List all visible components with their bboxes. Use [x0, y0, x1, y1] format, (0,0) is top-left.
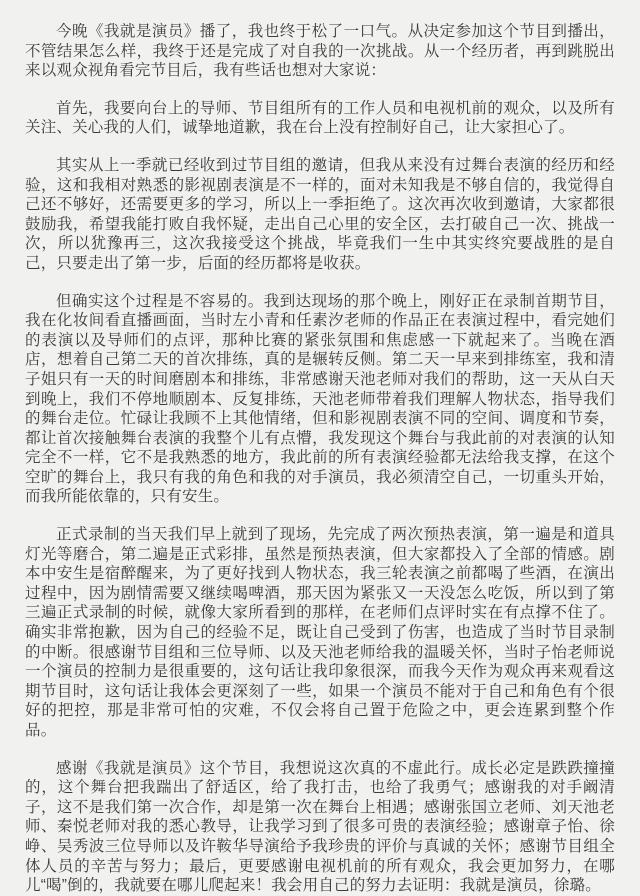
- paragraph-opening: 今晚《我就是演员》播了，我也终于松了一口气。从决定参加这个节目到播出，不管结果怎么样，我终于还是完成了对自我的一次挑战。从一个经历者，再到跳脱出来以观众视角看完节目后，我有些话也想对大家说：: [25, 23, 615, 80]
- paragraph-recording-day: 正式录制的当天我们早上就到了现场，先完成了两次预热表演，第一遍是和道具灯光等磨合，第二遍是正式彩排，虽然是预热表演，但大家都投入了全部的情感。剧本中安生是宿醉醒来，为了更好找到人物状态，我三轮表演之前都喝了些酒，在演出过程中，因为剧情需要又继续喝啤酒，那天因为紧张又一天没怎么吃饭，所以到了第三遍正式录制的时候，就像大家所看到的那样，在老师们点评时实在有点撑不住了。确实非常抱歉，因为自己的经验不足，既让自己受到了伤害，也造成了当时节目录制的中断。很感谢节目组和三位导师、以及天池老师给我的温暖关怀，当时子怡老师说一个演员的控制力是很重要的，这句话让我印象很深，而我今天作为观众再来观看这期节目时，这句话让我体会更深刻了一些，如果一个演员不能对于自己和角色有个很好的把控，那是非常可怕的灾难，不仅会将自己置于危险之中，更会连累到整个作品。: [25, 526, 615, 739]
- paragraph-thanks-and-signature: 感谢《我就是演员》这个节目，我想说这次真的不虚此行。成长必定是跌跌撞撞的，这个舞台把我踹出了舒适区，给了我打击，也给了我勇气；感谢我的对手阚清子，这不是我们第一次合作，却是第一次在舞台上相遇；感谢张国立老师、刘天池老师、秦悦老师对我的悉心教导，让我学习到了很多可贵的表演经验；感谢章子怡、徐峥、吴秀波三位导师以及许鞍华导演给予我珍贵的评价与真诚的关怀；感谢节目组全体人员的辛苦与努力；最后，更要感谢电视机前的所有观众，我会更加努力，在哪儿“喝”倒的，我就要在哪儿爬起来！我会用自己的努力去证明：我就是演员，徐璐。: [25, 759, 615, 895]
- paragraph-invitation-background: 其实从上一季就已经收到过节目组的邀请，但我从来没有过舞台表演的经历和经验，这和我相对熟悉的影视剧表演是不一样的，面对未知我是不够自信的，我觉得自己还不够好，还需要更多的学习，所以上一季拒绝了。这次再次收到邀请，大家都很鼓励我，希望我能打败自我怀疑，走出自己心里的安全区，去打破自己一次、挑战一次，所以犹豫再三，这次我接受这个挑战，毕竟我们一生中其实终究要战胜的是自己，只要走出了第一步，后面的经历都将是收获。: [25, 156, 615, 272]
- paragraph-apology: 首先，我要向台上的导师、节目组所有的工作人员和电视机前的观众，以及所有关注、关心我的人们，诚挚地道歉，我在台上没有控制好自己，让大家担心了。: [25, 99, 615, 137]
- paragraph-rehearsal-experience: 但确实这个过程是不容易的。我到达现场的那个晚上，刚好正在录制首期节目，我在化妆间看直播画面，当时左小青和任素汐老师的作品正在表演过程中，看完她们的表演以及导师们的点评，那种比赛的紧张氛围和焦虑感一下就起来了。当晚在酒店，想着自己第二天的首次排练，真的是辗转反侧。第二天一早来到排练室，我和清子姐只有一天的时间磨剧本和排练，非常感谢天池老师对我们的帮助，这一天从白天到晚上，我们不停地顺剧本、反复排练，天池老师带着我们理解人物状态，指导我们的舞台走位。忙碌让我顾不上其他情绪，但和影视剧表演不同的空间、调度和节奏，都让首次接触舞台表演的我整个儿有点懵，我发现这个舞台与我此前的对表演的认知完全不一样，它不是我熟悉的地方，我此前的所有表演经验都无法给我支撑，在这个空旷的舞台上，我只有我的角色和我的对手演员，我必须清空自己，一切重头开始，而我所能依靠的，只有安生。: [25, 292, 615, 506]
